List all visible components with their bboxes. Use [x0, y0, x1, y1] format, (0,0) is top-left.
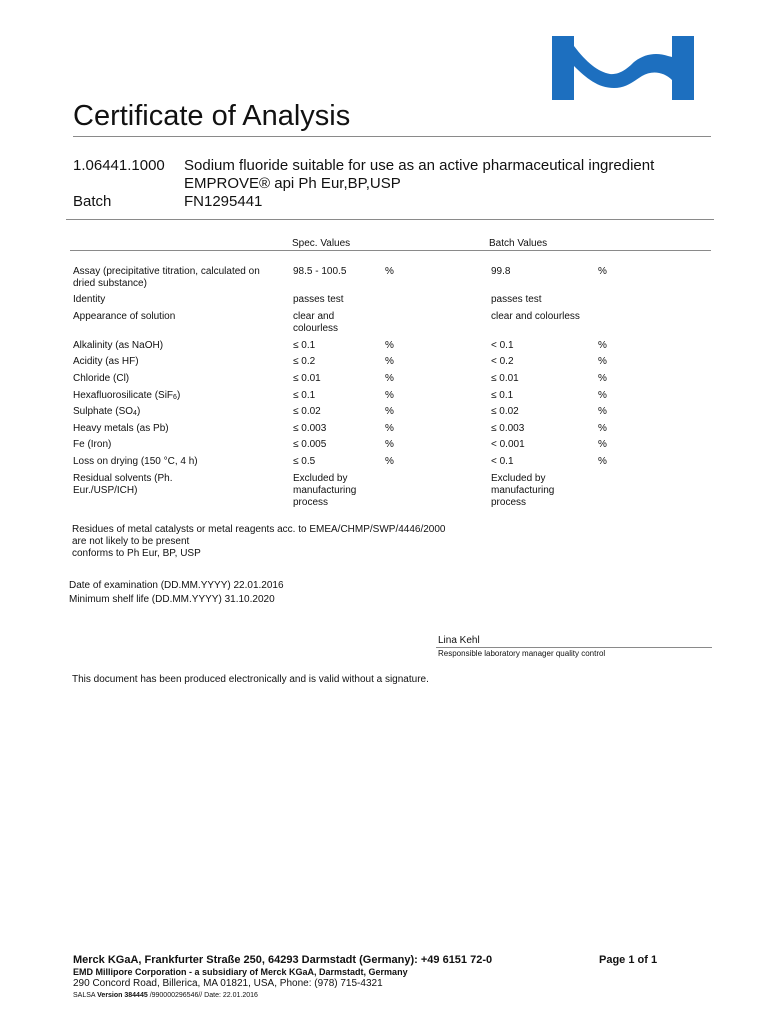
batch-value: passes test	[491, 294, 542, 305]
test-name: Identity	[73, 294, 106, 305]
table-header-divider	[70, 250, 711, 251]
test-name: Alkalinity (as NaOH)	[73, 340, 164, 351]
spec-unit: %	[385, 373, 394, 384]
footer-salsa-line	[73, 991, 258, 1000]
test-name-text: Hexafluorosilicate (SiF	[73, 390, 174, 401]
test-name: Appearance of solution	[73, 311, 176, 322]
batch-value: < 0.2	[491, 356, 514, 367]
batch-value: < 0.1	[491, 340, 514, 351]
spec-unit: %	[385, 356, 394, 367]
spec-value: passes test	[293, 294, 344, 305]
batch-unit: %	[598, 439, 607, 450]
product-name-line2: EMPROVE® api Ph Eur,BP,USP	[184, 175, 401, 192]
electronic-validity-note: This document has been produced electronically and is valid without a signature.	[72, 674, 429, 685]
batch-value: FN1295441	[184, 193, 263, 210]
test-name: Residual solvents (Ph. Eur./USP/ICH)	[73, 473, 173, 496]
page-title: Certificate of Analysis	[73, 100, 351, 132]
spec-value: ≤ 0.01	[293, 373, 321, 384]
note-conformity: conforms to Ph Eur, BP, USP	[72, 548, 201, 559]
batch-unit: %	[598, 406, 607, 417]
product-divider	[66, 219, 714, 220]
date-of-examination: Date of examination (DD.MM.YYYY) 22.01.2016	[69, 580, 284, 591]
test-name: Assay (precipitative titration, calculated on dried substance)	[73, 266, 260, 289]
spec-unit: %	[385, 390, 394, 401]
test-name: Fe (Iron)	[73, 439, 112, 450]
test-name: Heavy metals (as Pb)	[73, 423, 169, 434]
batch-value: clear and colourless	[491, 311, 580, 322]
batch-unit: %	[598, 373, 607, 384]
spec-unit: %	[385, 266, 394, 277]
test-name: Chloride (Cl)	[73, 373, 130, 384]
batch-unit: %	[598, 266, 607, 277]
test-name: Loss on drying (150 °C, 4 h)	[73, 456, 198, 467]
batch-value: 99.8	[491, 266, 511, 277]
merck-logo-icon	[552, 36, 694, 100]
spec-unit: %	[385, 439, 394, 450]
note-metal-residues: Residues of metal catalysts or metal reagents acc. to EMEA/CHMP/SWP/4446/2000	[72, 524, 446, 535]
spec-unit: %	[385, 456, 394, 467]
batch-value: ≤ 0.02	[491, 406, 519, 417]
batch-value: < 0.1	[491, 456, 514, 467]
merck-logo-shape	[552, 36, 694, 100]
spec-value: ≤ 0.2	[293, 356, 316, 367]
batch-value: ≤ 0.1	[491, 390, 514, 401]
salsa-rest: /990000296546// Date: 22.01.2016	[149, 992, 258, 999]
spec-value: Excluded by manufacturing process	[293, 473, 357, 508]
batch-unit: %	[598, 356, 607, 367]
batch-value: ≤ 0.003	[491, 423, 525, 434]
test-name	[73, 390, 180, 404]
test-name	[73, 406, 140, 420]
test-name: Acidity (as HF)	[73, 356, 139, 367]
footer-subsidiary-line: EMD Millipore Corporation - a subsidiary of Merck KGaA, Darmstadt, Germany	[73, 967, 408, 977]
test-name-subscript: 6	[173, 394, 177, 401]
test-name-tail: )	[136, 406, 141, 417]
product-number: 1.06441.1000	[73, 157, 165, 174]
batch-unit: %	[598, 456, 607, 467]
page-number: Page 1 of 1	[599, 954, 658, 966]
spec-value: ≤ 0.003	[293, 423, 327, 434]
product-name-line1: Sodium fluoride suitable for use as an active pharmaceutical ingredient	[184, 157, 655, 174]
batch-value: ≤ 0.01	[491, 373, 519, 384]
batch-label: Batch	[73, 193, 112, 210]
spec-value: ≤ 0.02	[293, 406, 321, 417]
salsa-label: SALSA	[73, 992, 96, 999]
spec-value: ≤ 0.1	[293, 340, 316, 351]
signatory-role: Responsible laboratory manager quality control	[438, 649, 606, 658]
test-name-tail: )	[176, 390, 181, 401]
batch-value: Excluded by manufacturing process	[491, 473, 555, 508]
spec-value: ≤ 0.005	[293, 439, 327, 450]
batch-unit: %	[598, 423, 607, 434]
test-name-text: Sulphate (SO	[73, 406, 134, 417]
spec-value: clear and colourless	[293, 311, 339, 334]
spec-value: ≤ 0.1	[293, 390, 316, 401]
spec-unit: %	[385, 423, 394, 434]
version-label: Version 384445	[97, 992, 148, 999]
spec-value: ≤ 0.5	[293, 456, 316, 467]
spec-unit: %	[385, 406, 394, 417]
batch-unit: %	[598, 340, 607, 351]
spec-value: 98.5 - 100.5	[293, 266, 347, 277]
footer-address-line: 290 Concord Road, Billerica, MA 01821, USA, Phone: (978) 715-4321	[73, 978, 383, 989]
title-divider	[73, 136, 711, 137]
minimum-shelf-life: Minimum shelf life (DD.MM.YYYY) 31.10.2020	[69, 594, 275, 605]
spec-values-header: Spec. Values	[292, 238, 351, 249]
footer-company-line: Merck KGaA, Frankfurter Straße 250, 64293 Darmstadt (Germany): +49 6151 72-0	[73, 954, 493, 966]
signature-line	[436, 647, 712, 648]
signatory-name: Lina Kehl	[438, 635, 480, 646]
batch-values-header: Batch Values	[489, 238, 548, 249]
batch-value: < 0.001	[491, 439, 525, 450]
batch-unit: %	[598, 390, 607, 401]
test-name-subscript: 4	[133, 410, 137, 417]
spec-unit: %	[385, 340, 394, 351]
note-not-present: are not likely to be present	[72, 536, 190, 547]
